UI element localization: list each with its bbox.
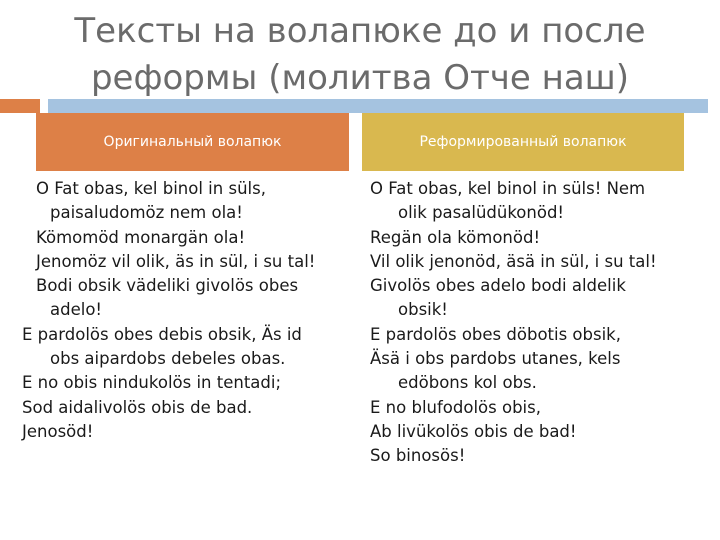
title-line-2: реформы (молитва Отче наш) xyxy=(90,58,630,98)
accent-bar-orange xyxy=(0,99,40,113)
text-line: Äsä i obs pardobs utanes, kels xyxy=(370,349,621,369)
text-line: paisaludomöz nem ola! xyxy=(50,203,243,223)
text-line: Bodi obsik vädeliki givolös obes xyxy=(36,276,299,296)
accent-bar-gap xyxy=(40,99,48,113)
text-line: Regän ola kömonöd! xyxy=(370,227,541,247)
text-line: Givolös obes adelo bodi aldelik xyxy=(370,276,626,296)
right-column-header-label: Реформированный волапюк xyxy=(419,134,627,150)
left-column-header-label: Оригинальный волапюк xyxy=(103,134,282,150)
text-line: Ab livükolös obis de bad! xyxy=(370,421,577,441)
text-line: Kömomöd monargän ola! xyxy=(36,227,246,247)
text-line: E pardolös obes debis obsik, Äs id xyxy=(22,324,302,344)
title-line-1: Тексты на волапюке до и после xyxy=(74,11,646,51)
text-line: olik pasalüdükonöd! xyxy=(398,203,565,223)
left-column-text xyxy=(22,177,352,444)
text-line: E pardolös obes döbotis obsik, xyxy=(370,324,621,344)
text-line: Jenomöz vil olik, äs in sül, i su tal! xyxy=(36,251,316,271)
text-line: O Fat obas, kel binol in süls! Nem xyxy=(370,179,646,198)
text-line: E no blufodolös obis, xyxy=(370,397,541,417)
text-line: edöbons kol obs. xyxy=(398,373,537,393)
text-line: adelo! xyxy=(50,300,103,320)
text-line: Vil olik jenonöd, äsä in sül, i su tal! xyxy=(370,251,657,271)
slide-title xyxy=(40,8,680,102)
text-line: Jenosöd! xyxy=(22,421,94,441)
text-line: obsik! xyxy=(398,300,448,320)
right-column-text xyxy=(370,177,700,469)
text-line: So binosös! xyxy=(370,446,466,466)
text-line: Sod aidalivolös obis de bad. xyxy=(22,397,253,417)
text-line: O Fat obas, kel binol in süls, xyxy=(36,179,266,198)
text-line: E no obis nindukolös in tentadi; xyxy=(22,373,282,393)
right-column-header xyxy=(362,113,684,171)
accent-bar-blue xyxy=(48,99,708,113)
left-column-header xyxy=(36,113,349,171)
text-line: obs aipardobs debeles obas. xyxy=(50,349,286,369)
